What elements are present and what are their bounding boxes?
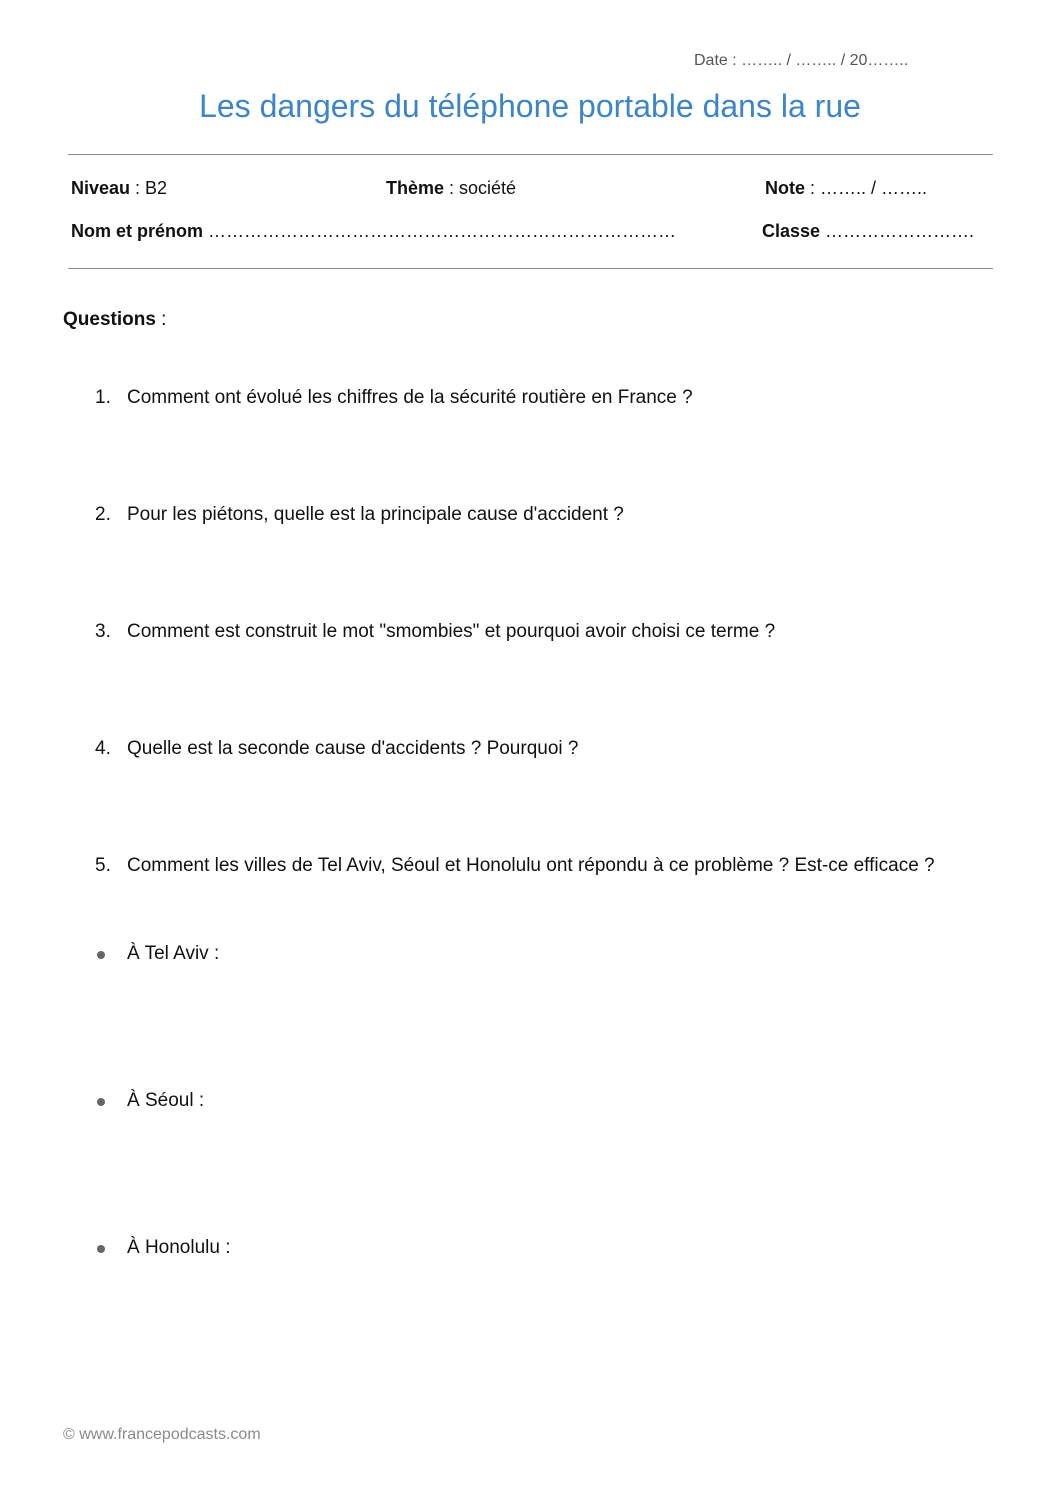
note-label: Note [765, 178, 805, 198]
nom-prenom-label: Nom et prénom [71, 221, 204, 241]
question-item-4 [95, 734, 975, 764]
theme-value: : société [444, 178, 517, 198]
classe-label: Classe [762, 221, 821, 241]
bullet-dot-icon [97, 951, 105, 959]
questions-heading [63, 309, 166, 331]
classe-field [762, 221, 974, 242]
questions-heading-suffix: : [155, 309, 167, 330]
bullet-text: À Honolulu : [127, 1237, 231, 1258]
note-field [765, 178, 927, 199]
bottom-divider [68, 268, 993, 269]
bullet-dot-icon [97, 1245, 105, 1253]
theme-label: Thème [386, 178, 445, 198]
question-number: 5. [95, 855, 111, 876]
nom-prenom-field [71, 221, 676, 242]
bullet-text: À Séoul : [127, 1090, 205, 1111]
bullet-item-honolulu [95, 1233, 231, 1263]
niveau-value: : B2 [130, 178, 168, 198]
question-number: 2. [95, 504, 111, 525]
date-line: Date : …….. / …….. / 20…….. [694, 52, 909, 69]
top-divider [68, 154, 993, 155]
note-value: : …….. / …….. [805, 178, 928, 198]
question-item-2 [95, 500, 975, 530]
niveau-label: Niveau [71, 178, 131, 198]
question-item-5 [95, 851, 975, 881]
bullet-text: À Tel Aviv : [127, 943, 220, 964]
question-number: 4. [95, 738, 111, 759]
question-number: 1. [95, 387, 111, 408]
footer-copyright: © www.francepodcasts.com [63, 1426, 261, 1443]
bullet-item-seoul [95, 1086, 204, 1116]
page-title: Les dangers du téléphone portable dans la rue [199, 88, 861, 124]
question-item-1 [95, 383, 975, 413]
bullet-item-tel-aviv [95, 939, 219, 969]
question-text: Comment ont évolué les chiffres de la sécurité routière en France ? [127, 387, 693, 408]
question-number: 3. [95, 621, 111, 642]
question-text: Comment est construit le mot "smombies" et pourquoi avoir choisi ce terme ? [127, 621, 776, 642]
question-item-3 [95, 617, 975, 647]
bullet-dot-icon [97, 1098, 105, 1106]
theme-field [386, 178, 516, 199]
questions-heading-label: Questions [63, 309, 156, 330]
nom-prenom-value: …………………………………………………………………… [203, 221, 677, 241]
question-text: Pour les piétons, quelle est la principale cause d'accident ? [127, 504, 624, 525]
niveau-field [71, 178, 167, 199]
question-text: Comment les villes de Tel Aviv, Séoul et Honolulu ont répondu à ce problème ? Est-ce efficace ? [127, 855, 935, 876]
question-text: Quelle est la seconde cause d'accidents ? Pourquoi ? [127, 738, 579, 759]
classe-value: ……………………. [820, 221, 975, 241]
